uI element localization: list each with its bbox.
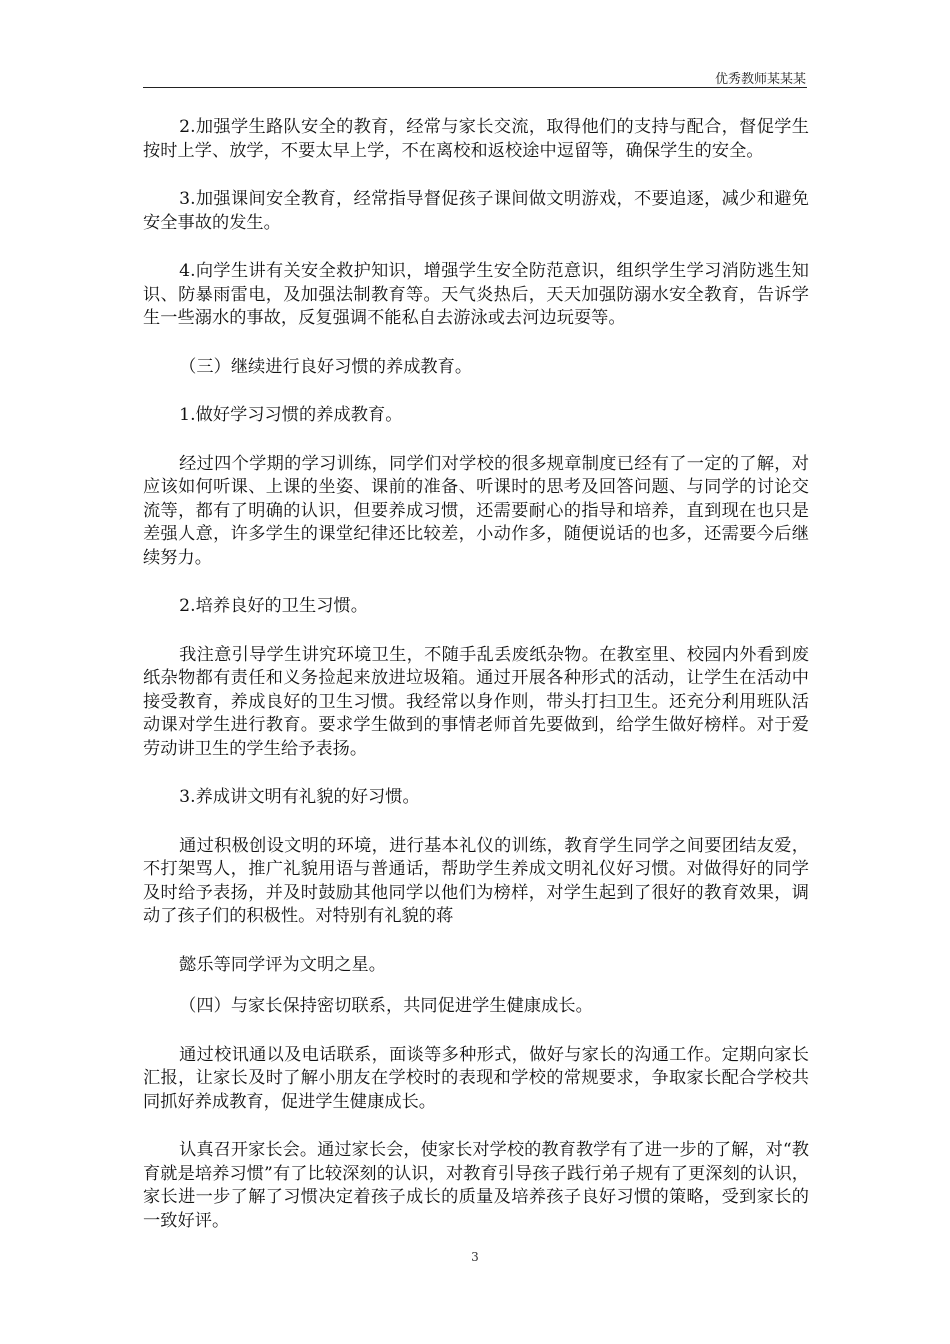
paragraph-safety-knowledge: 4.向学生讲有关安全救护知识，增强学生安全防范意识，组织学生学习消防逃生知识、防暴雨雷电，及加强法制教育等。天气炎热后，天天加强防溺水安全教育，告诉学生一些溺水的事故，反复强调不能私自去游泳或去河边玩耍等。 — [143, 261, 809, 328]
paragraph-study-habits: 经过四个学期的学习训练，同学们对学校的很多规章制度已经有了一定的了解，对应该如何听课、上课的坐姿、课前的准备、听课时的思考及回答问题、与同学的讨论交流等，都有了明确的认识，但要养成习惯，还需要耐心的指导和培养，直到现在也只是差强人意，许多学生的课堂纪律还比较差，小动作多，随便说话的也多，还需要今后继续努力。 — [143, 453, 809, 568]
section-heading-parents: （四）与家长保持密切联系，共同促进学生健康成长。 — [179, 996, 593, 1016]
page-number: 3 — [471, 1250, 479, 1264]
page-header-title: 优秀教师某某某 — [714, 72, 806, 87]
subheading-manners-habits: 3.养成讲文明有礼貌的好习惯。 — [179, 787, 420, 807]
section-heading-habits: （三）继续进行良好习惯的养成教育。 — [179, 356, 473, 377]
paragraph-roadway-safety: 2.加强学生路队安全的教育，经常与家长交流，取得他们的支持与配合，督促学生按时上学、放学，不要太早上学，不在离校和返校途中逗留等，确保学生的安全。 — [143, 117, 809, 161]
subheading-study-habits: 1.做好学习习惯的养成教育。 — [179, 405, 403, 425]
document-body — [143, 116, 809, 1258]
header-divider — [143, 87, 807, 88]
paragraph-civility-star: 懿乐等同学评为文明之星。 — [179, 954, 386, 975]
paragraph-hygiene-habits: 我注意引导学生讲究环境卫生，不随手乱丢废纸杂物。在教室里、校园内外看到废纸杂物都有责任和义务捡起来放进垃圾箱。通过开展各种形式的活动，让学生在活动中接受教育，养成良好的卫生习惯。我经常以身作则，带头打扫卫生。还充分利用班队活动课对学生进行教育。要求学生做到的事情老师首先要做到，给学生做好榜样。对于爱劳动讲卫生的学生给予表扬。 — [143, 644, 809, 759]
paragraph-parent-communication: 通过校讯通以及电话联系，面谈等多种形式，做好与家长的沟通工作。定期向家长汇报，让家长及时了解小朋友在学校时的表现和学校的常规要求，争取家长配合学校共同抓好养成教育，促进学生健康成长。 — [143, 1044, 809, 1112]
paragraph-manners-habits: 通过积极创设文明的环境，进行基本礼仪的训练，教育学生同学之间要团结友爱，不打架骂人，推广礼貌用语与普通话，帮助学生养成文明礼仪好习惯。对做得好的同学及时给予表扬，并及时鼓励其他同学以他们为榜样，对学生起到了很好的教育效果，调动了孩子们的积极性。对特别有礼貌的蒋 — [143, 835, 809, 926]
paragraph-parent-meeting: 认真召开家长会。通过家长会，使家长对学校的教育教学有了进一步的了解，对“教育就是培养习惯”有了比较深刻的认识，对教育引导孩子践行弟子规有了更深刻的认识，家长进一步了解了习惯决定着孩子成长的质量及培养孩子良好习惯的策略，受到家长的一致好评。 — [143, 1140, 809, 1231]
subheading-hygiene-habits: 2.培养良好的卫生习惯。 — [179, 596, 368, 616]
paragraph-recess-safety: 3.加强课间安全教育，经常指导督促孩子课间做文明游戏，不要追逐，减少和避免安全事故的发生。 — [143, 189, 809, 233]
